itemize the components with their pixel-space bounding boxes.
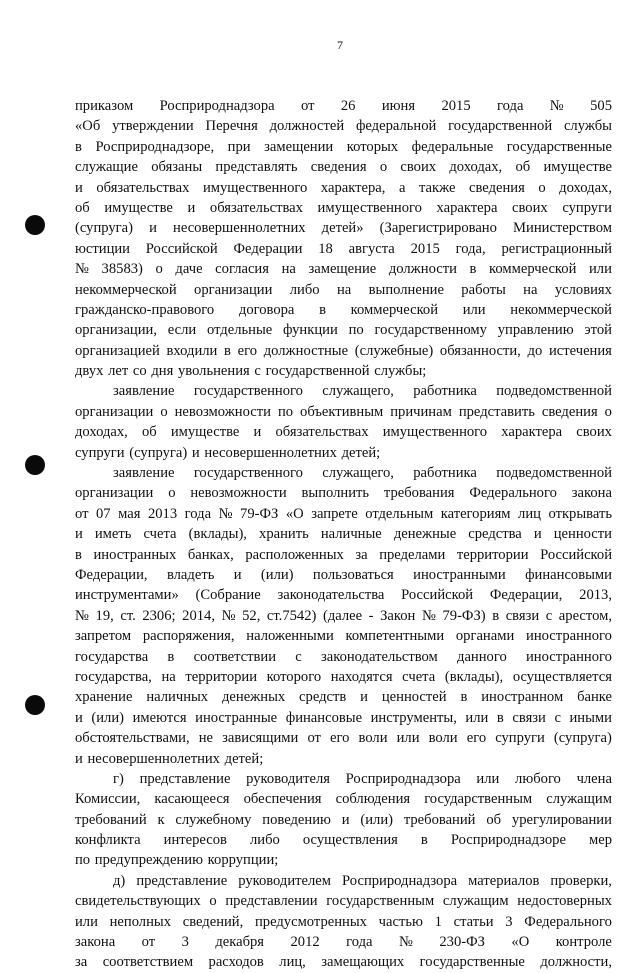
text-line: супруги (супруга) и несовершеннолетних детей; [75, 444, 381, 461]
text-line: инструментами» (Собрание законодательства Российской Федерации, 2013, [75, 587, 612, 604]
text-line: об имуществе и обязательствах имущественного характера своих супруги [75, 199, 612, 216]
text-line: г) представление руководителя Росприроднадзора или любого члена [113, 770, 612, 787]
punch-hole [25, 455, 45, 475]
text-line: организации, если отдельные функции по государственному управлению этой [75, 322, 612, 339]
text-line: от 07 мая 2013 года № 79-ФЗ «О запрете отдельным категориям лиц открывать [75, 505, 612, 522]
text-line: организацией входили в его должностные (служебные) обязанности, до истечения [75, 342, 612, 359]
text-line: некоммерческой организации либо на выполнение работы на условиях [75, 281, 612, 298]
text-line: № 19, ст. 2306; 2014, № 52, ст.7542) (далее - Закон № 79-ФЗ) в связи с арестом, [75, 607, 612, 624]
text-line: в Росприроднадзоре, при замещении которых федеральные государственные [75, 138, 612, 155]
text-line: приказом Росприроднадзора от 26 июня 2015 года № 505 [75, 98, 612, 114]
text-line: юстиции Российской Федерации 18 августа 2015 года, регистрационный [75, 240, 612, 257]
text-line: и (или) имеются иностранные финансовые инструменты, или в связи с иными [75, 709, 612, 726]
text-line: и несовершеннолетних детей; [75, 750, 264, 767]
text-line: организации о невозможности по объективным причинам представить сведения о [75, 403, 612, 420]
text-line: по предупреждению коррупции; [75, 852, 279, 869]
text-line: требований к служебному поведению и (или) требований об урегулировании [75, 811, 612, 828]
text-line: конфликта интересов либо осуществления в Росприроднадзоре мер [75, 832, 612, 849]
text-line: (супруга) и несовершеннолетних детей» (Зарегистрировано Министерством [75, 220, 612, 237]
text-line: обстоятельствами, не зависящими от его воли или воли его супруги (супруга) [75, 730, 612, 747]
text-line: за соответствием расходов лиц, замещающих государственные должности, [75, 954, 612, 971]
punch-hole [25, 695, 45, 715]
text-line: доходах, об имуществе и обязательствах имущественного характера своих [75, 424, 612, 441]
text-line: № 38583) о даче согласия на замещение должности в коммерческой или [75, 261, 612, 278]
text-line: Федерации, владеть и (или) пользоваться иностранными финансовыми [75, 566, 612, 583]
punch-hole [25, 215, 45, 235]
text-line: организации о невозможности выполнить требования Федерального закона [75, 485, 612, 502]
text-line: «Об утверждении Перечня должностей федеральной государственной службы [75, 118, 612, 135]
text-line: служащие обязаны представлять сведения о своих доходах, об имуществе [75, 159, 612, 176]
text-line: заявление государственного служащего, работника подведомственной [113, 465, 612, 482]
text-line: двух лет со дня увольнения с государственной службы; [75, 363, 427, 380]
text-line: Комиссии, касающееся обеспечения соблюдения государственным служащим [75, 791, 612, 808]
text-line: государства в соответствии с законодательством данного иностранного [75, 648, 612, 665]
document-body [75, 96, 612, 973]
text-line: хранение наличных денежных средств и ценностей в иностранном банке [75, 689, 612, 706]
text-line: и иметь счета (вклады), хранить наличные денежные средства и ценности [75, 526, 612, 543]
text-line: в иностранных банках, расположенных за пределами территории Российской [75, 546, 612, 563]
text-line: или неполных сведений, предусмотренных частью 1 статьи 3 Федерального [75, 913, 612, 930]
text-line: заявление государственного служащего, работника подведомственной [113, 383, 612, 400]
text-line: запретом распоряжения, наложенными компетентными органами иностранного [75, 628, 612, 645]
text-line: государства, на территории которого находятся счета (вклады), осуществляется [75, 668, 612, 685]
text-line: д) представление руководителем Росприроднадзора материалов проверки, [113, 872, 612, 889]
text-line: и обязательствах имущественного характера, а также сведения о доходах, [75, 179, 612, 196]
text-line: закона от 3 декабря 2012 года № 230-ФЗ «О контроле [75, 934, 612, 951]
text-line: гражданско-правового договора в коммерческой или некоммерческой [75, 301, 612, 318]
text-line: свидетельствующих о представлении государственным служащим недостоверных [75, 893, 612, 910]
page-number: 7 [337, 38, 343, 52]
